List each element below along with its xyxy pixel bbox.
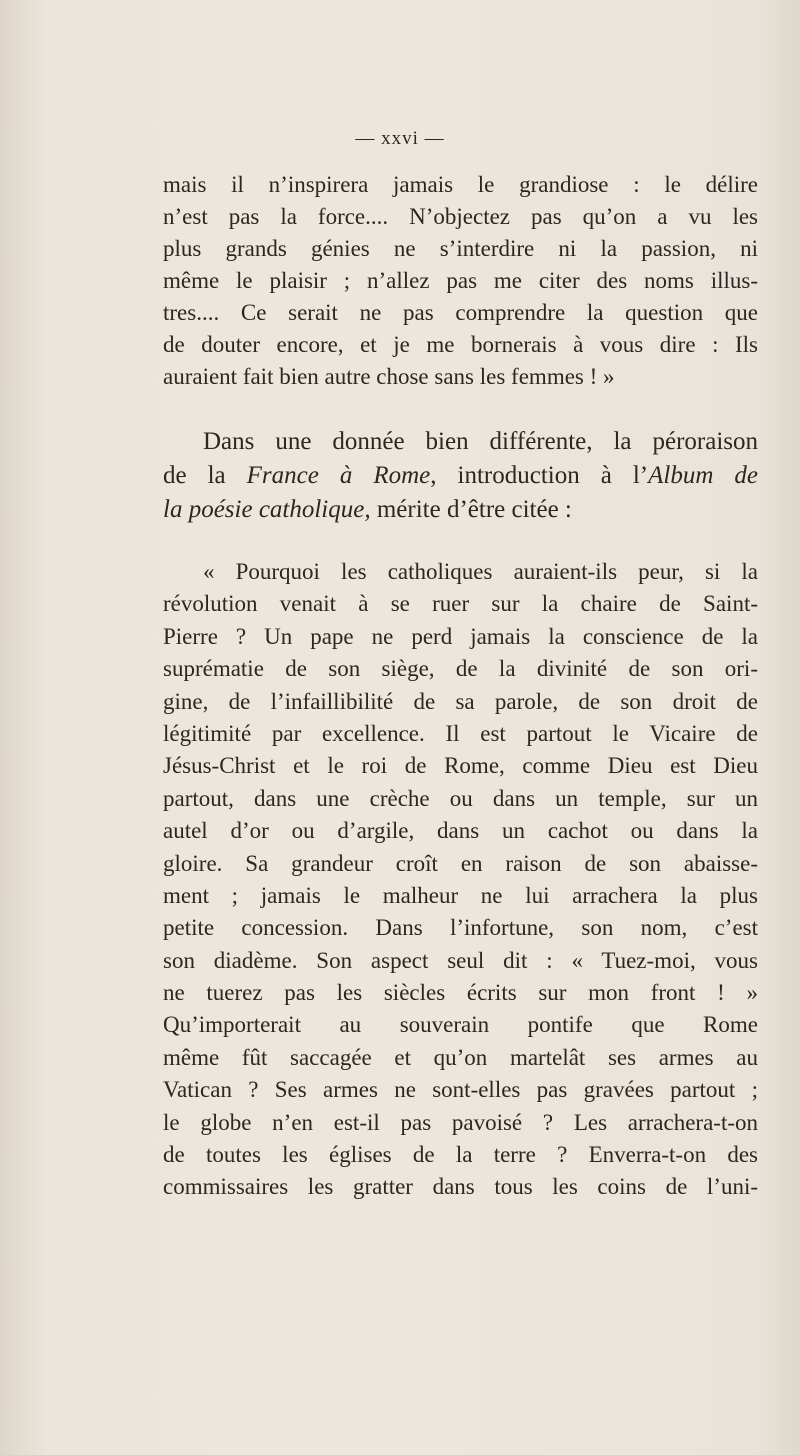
text-line: n’est pas la force.... N’objectez pas qu’on a vu les <box>163 204 758 229</box>
text-line: son diadème. Son aspect seul dit : « Tuez-moi, vous <box>163 947 758 973</box>
text-line: même fût saccagée et qu’on martelât ses armes au <box>163 1044 758 1070</box>
text-line: commissaires les gratter dans tous les coins de l’uni- <box>163 1174 758 1200</box>
text-line: mais il n’inspirera jamais le grandiose : le délire <box>163 172 758 197</box>
text-line: ment ; jamais le malheur ne lui arrachera la plus <box>163 882 758 908</box>
book-title-album-cont: la poésie catholique, <box>163 496 371 523</box>
quoted-paragraph-2 <box>163 556 758 1204</box>
text-line: partout, dans une crèche ou dans un temple, sur un <box>163 785 758 811</box>
text-line: suprématie de son siège, de la divinité de son ori- <box>163 656 758 682</box>
book-title-france-a-rome: France à Rome <box>246 462 431 489</box>
text-line: gine, de l’infaillibilité de sa parole, de son droit de <box>163 688 758 714</box>
text-run: mérite d’être citée : <box>370 496 572 523</box>
text-line <box>163 459 758 493</box>
text-line: Qu’importerait au souverain pontife que Rome <box>163 1012 758 1038</box>
text-line: « Pourquoi les catholiques auraient-ils peur, si la <box>203 559 758 584</box>
text-line: ne tuerez pas les siècles écrits sur mon front ! » <box>163 980 758 1006</box>
text-line: Pierre ? Un pape ne perd jamais la conscience de la <box>163 623 758 649</box>
text-line: de douter encore, et je me bornerais à vous dire : Ils <box>163 332 758 357</box>
text-line: Dans une donnée bien différente, la péroraison <box>203 428 758 455</box>
text-line: même le plaisir ; n’allez pas me citer des noms illus- <box>163 268 758 293</box>
text-line: légitimité par excellence. Il est partout le Vicaire de <box>163 720 758 746</box>
text-line: Jésus-Christ et le roi de Rome, comme Dieu est Dieu <box>163 753 758 779</box>
page-number: — xxvi — <box>355 128 445 149</box>
text-line: tres.... Ce serait ne pas comprendre la question que <box>163 300 758 325</box>
text-line: autel d’or ou d’argile, dans un cachot ou dans la <box>163 818 758 844</box>
text-line: auraient fait bien autre chose sans les femmes ! » <box>163 364 615 389</box>
text-line: révolution venait à se ruer sur la chaire de Saint- <box>163 591 758 617</box>
intro-paragraph <box>163 425 758 527</box>
book-title-album: Album de <box>648 462 758 489</box>
text-line: le globe n’en est-il pas pavoisé ? Les arrachera-t-on <box>163 1109 758 1135</box>
text-line: petite concession. Dans l’infortune, son nom, c’est <box>163 915 758 941</box>
text-line: de toutes les églises de la terre ? Enverra-t-on des <box>163 1142 758 1168</box>
quoted-paragraph-1 <box>163 169 758 393</box>
text-run: , introduction à l’ <box>430 462 649 489</box>
text-line: Vatican ? Ses armes ne sont-elles pas gravées partout ; <box>163 1077 758 1103</box>
text-line: gloire. Sa grandeur croît en raison de son abaisse- <box>163 850 758 876</box>
text-run: de la <box>163 462 247 489</box>
text-line: plus grands génies ne s’interdire ni la passion, ni <box>163 236 758 261</box>
text-line <box>163 493 758 527</box>
